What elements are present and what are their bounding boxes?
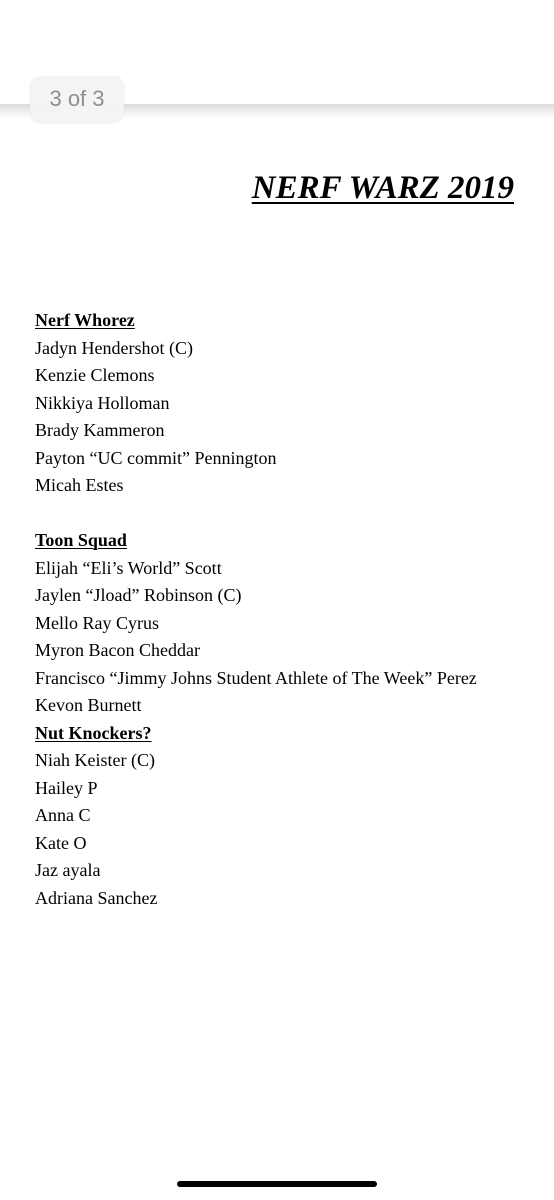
player-name: Kevon Burnett [35, 695, 142, 715]
player-name: Jaylen “Jload” Robinson (C) [35, 585, 242, 605]
player-name: Francisco “Jimmy Johns Student Athlete of The Week” Perez [35, 667, 477, 688]
player-name: Brady Kammeron [35, 420, 165, 440]
team-name: Nut Knockers? [35, 722, 152, 743]
team-nut-knockers [35, 720, 545, 913]
player-name: Nikkiya Holloman [35, 392, 170, 413]
player-name: Jaz ayala [35, 860, 101, 880]
player-name: Adriana Sanchez [35, 887, 158, 908]
player-name: Micah Estes [35, 475, 124, 495]
player-name: Anna C [35, 805, 91, 825]
player-name: Elijah “Eli’s World” Scott [35, 557, 222, 578]
team-name: Nerf Whorez [35, 310, 135, 330]
player-name: Kate O [35, 832, 87, 853]
team-name: Toon Squad [35, 530, 127, 550]
player-name: Myron Bacon Cheddar [35, 640, 200, 660]
team-toon-squad [35, 527, 545, 720]
team-nerf-whorez [35, 307, 545, 500]
team-rosters [35, 307, 545, 912]
player-name: Mello Ray Cyrus [35, 612, 159, 633]
player-name: Payton “UC commit” Pennington [35, 447, 277, 468]
player-name: Kenzie Clemons [35, 365, 155, 385]
document-title: NERF WARZ 2019 [251, 170, 514, 206]
player-name: Niah Keister (C) [35, 750, 155, 770]
player-name: Hailey P [35, 777, 98, 798]
page-indicator: 3 of 3 [30, 76, 124, 122]
player-name: Jadyn Hendershot (C) [35, 337, 193, 358]
home-indicator[interactable] [177, 1181, 377, 1187]
